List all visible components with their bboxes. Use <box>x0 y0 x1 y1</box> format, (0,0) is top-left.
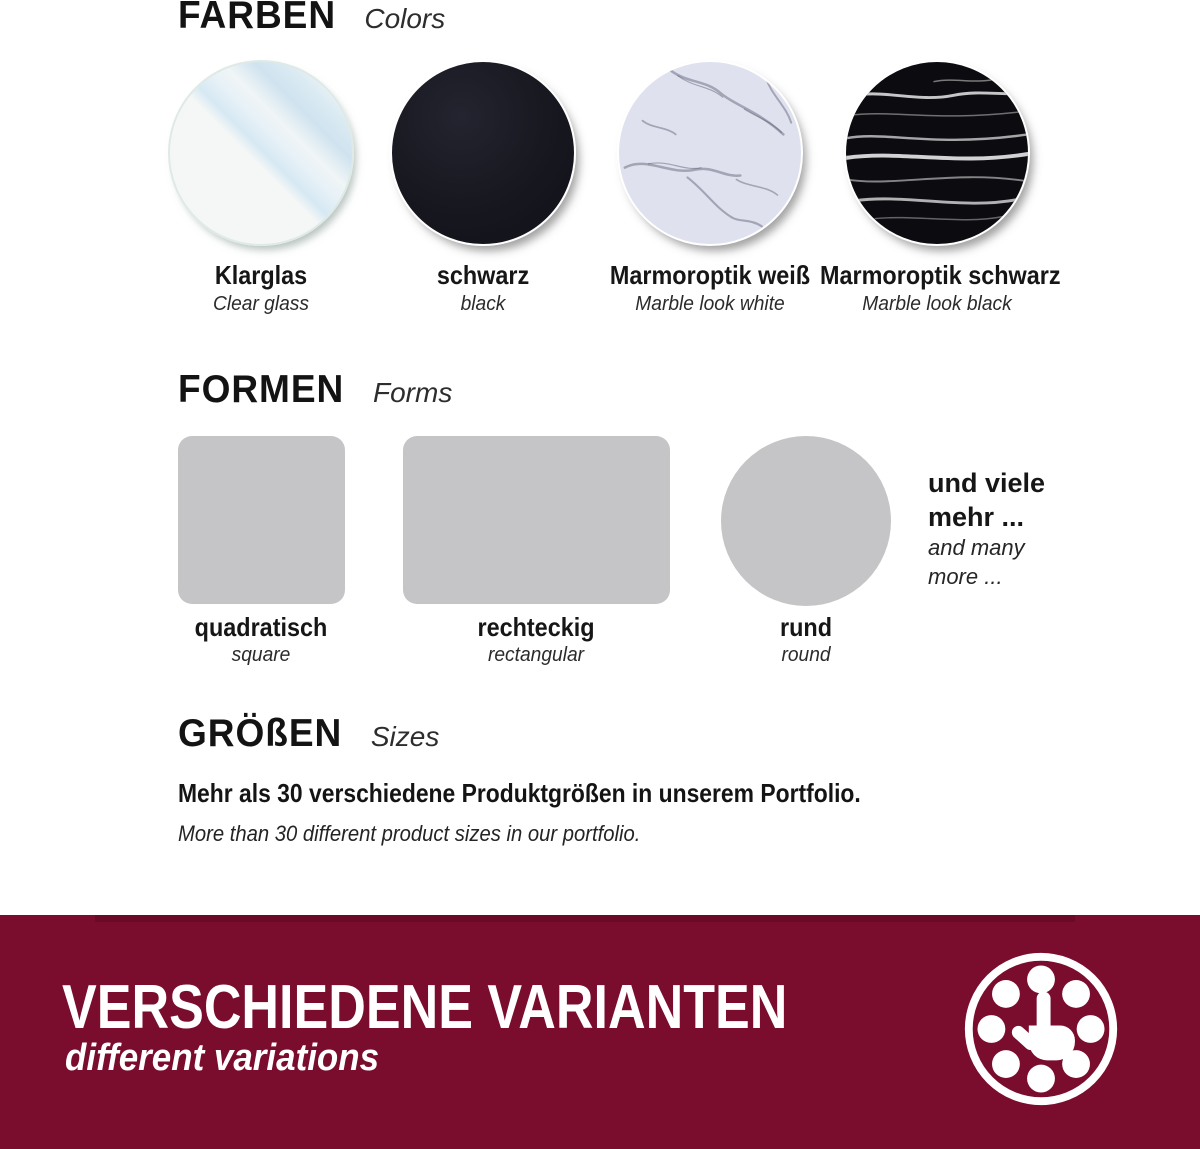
marble-black-veins <box>846 62 1028 244</box>
groessen-heading-en: Sizes <box>370 721 440 752</box>
farben-heading-de: FARBEN <box>178 0 337 37</box>
formen-heading-de: FORMEN <box>178 368 345 411</box>
swatch-sublabel-black: black <box>460 293 506 315</box>
farben-section-heading <box>178 0 445 38</box>
swatch-sublabel-clear-glass: Clear glass <box>212 293 310 315</box>
banner-subtitle: different variations <box>65 1037 380 1079</box>
shape-label-rechteckig: rechteckig <box>477 612 595 642</box>
click-options-icon <box>954 942 1128 1116</box>
rectangle-shape <box>403 436 670 604</box>
shape-sublabel-square: square <box>231 644 291 666</box>
formen-heading-en: Forms <box>373 377 453 408</box>
round-shape <box>721 436 891 606</box>
shape-label-rund: rund <box>779 612 832 642</box>
sizes-text-de: Mehr als 30 verschiedene Produktgrößen in unserem Portfolio. <box>178 778 861 808</box>
farben-heading-en: Colors <box>364 3 446 34</box>
square-shape <box>178 436 345 604</box>
shape-label-quadratisch: quadratisch <box>194 612 328 642</box>
groessen-section-heading <box>178 712 439 756</box>
more-shapes-text-en: and many more ... <box>928 535 1025 589</box>
swatch-label-klarglas: Klarglas <box>214 260 308 290</box>
formen-section-heading <box>178 368 452 412</box>
marble-white-swatch <box>617 60 803 246</box>
clear-glass-swatch <box>168 60 354 246</box>
black-glass-swatch <box>390 60 576 246</box>
groessen-heading-de: GRÖßEN <box>178 712 343 755</box>
swatch-label-schwarz: schwarz <box>436 260 530 290</box>
marble-white-veins <box>619 62 801 244</box>
banner-title: VERSCHIEDENE VARIANTEN <box>62 973 788 1042</box>
variants-banner <box>0 915 1200 1149</box>
sizes-text-en: More than 30 different product sizes in our portfolio. <box>178 821 641 846</box>
swatch-sublabel-marble-white: Marble look white <box>635 293 785 315</box>
swatch-sublabel-marble-black: Marble look black <box>862 293 1012 315</box>
swatch-label-marmor-schwarz: Marmoroptik schwarz <box>820 260 1061 290</box>
banner-top-strip <box>95 915 1075 922</box>
marble-black-swatch <box>844 60 1030 246</box>
more-shapes-text-de: und viele mehr ... <box>928 468 1046 532</box>
swatch-label-marmor-weiss: Marmoroptik weiß <box>609 260 811 290</box>
shape-sublabel-round: round <box>781 644 831 666</box>
shape-sublabel-rectangular: rectangular <box>487 644 585 666</box>
